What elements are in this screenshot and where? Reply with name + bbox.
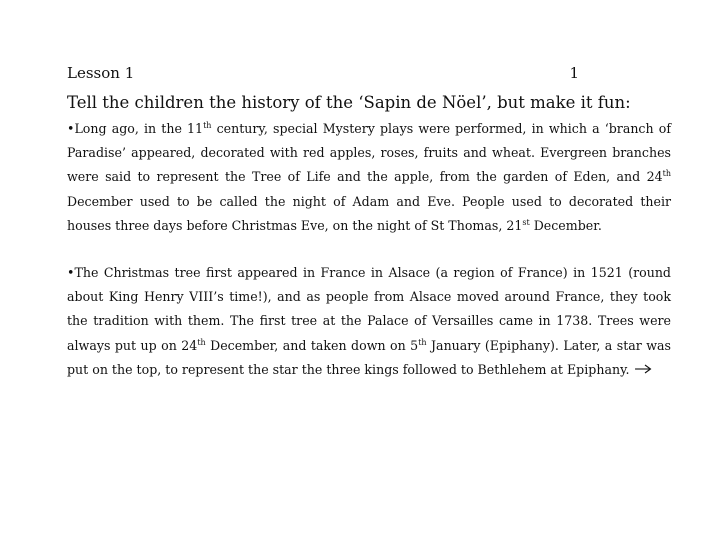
lesson-label: Lesson 1 <box>67 64 135 82</box>
paragraph-text: December, and taken down on 5 <box>205 337 419 353</box>
ordinal-suffix: th <box>662 169 671 179</box>
page-number: 1 <box>569 64 579 82</box>
right-arrow-icon <box>634 358 652 382</box>
paragraph-text: December. <box>529 217 602 233</box>
bullet: • <box>67 265 75 280</box>
bullet: • <box>67 121 75 136</box>
paragraph-text: January (Epiphany). Later, a star was put on the top, to represent the star the three kings followed to Bethlehem at Epiphany. <box>67 337 672 377</box>
ordinal-suffix: th <box>418 337 427 347</box>
ordinal-suffix: st <box>522 217 530 227</box>
paragraph-text: The Christmas tree first appeared in France in Alsace (a region of France) in 1521 (round about King Henry VIII’s time!), and as people from Alsace moved around France, they took the tradition with them. The first tree at the Palace of Versailles came in 1738. Trees were always put up on 24 <box>67 265 671 353</box>
paragraph-text: December used to be called the night of Adam and Eve. People used to decorated their houses three days before Christmas Eve, on the night of St Thomas, 21 <box>67 193 671 233</box>
ordinal-suffix: th <box>197 337 206 347</box>
paragraph-sapin-origins <box>67 117 671 238</box>
paragraph-text: century, special Mystery plays were performed, in which a ‘branch of Paradise’ appeared, decorated with red apples, roses, fruits and wheat. Evergreen branches were said to represent the Tree of Life and the apple, from the garden of Eden, and 24 <box>67 121 671 185</box>
ordinal-suffix: th <box>203 121 212 130</box>
heading: Tell the children the history of the ‘Sapin de Nöel’, but make it fun: <box>67 93 631 112</box>
paragraph-france-tradition <box>67 261 671 382</box>
paragraph-text: Long ago, in the 11 <box>74 121 204 136</box>
